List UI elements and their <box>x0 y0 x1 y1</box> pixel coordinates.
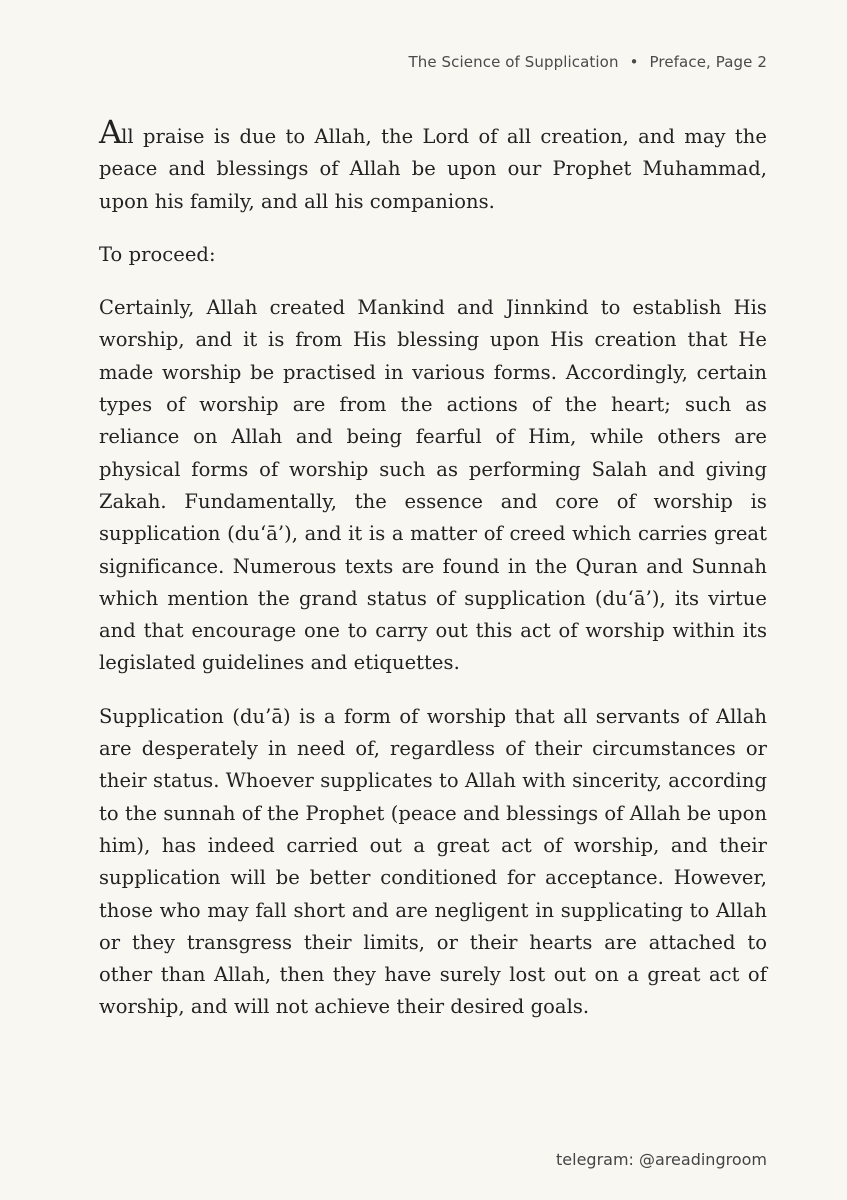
header-separator: • <box>629 53 639 71</box>
book-title: The Science of Supplication <box>408 53 619 71</box>
opening-text: ll praise is due to Allah, the Lord of all creation, and may the peace and blessings of Allah be upon our Prophet Muhammad, upon his family, and all his companions. <box>99 125 767 213</box>
paragraph-supplication: Supplication (du’ā) is a form of worship that all servants of Allah are desperately in need of, regardless of their circumstances or their status. Whoever supplicates to Allah with sincerity, according to the sunnah of the Prophet (peace and blessings of Allah be upon him), has indeed carried out a great act of worship, and their supplication will be better conditioned for acceptance. However, those who may fall short and are negligent in supplicating to Allah or they transgress their limits, or their hearts are attached to other than Allah, then they have surely lost out on a great act of worship, and will not achieve their desired goals. <box>99 704 767 1019</box>
running-header <box>408 53 767 71</box>
section-label: Preface, Page 2 <box>649 53 767 71</box>
paragraph-worship: Certainly, Allah created Mankind and Jinnkind to establish His worship, and it is from His blessing upon His creation that He made worship be practised in various forms. Accordingly, certain types of worship are from the actions of the heart; such as reliance on Allah and being fearful of Him, while others are physical forms of worship such as performing Salah and giving Zakah. Fundamentally, the essence and core of worship is supplication (du‘ā’), and it is a matter of creed which carries great significance. Numerous texts are found in the Quran and Sunnah which mention the grand status of supplication (du‘ā’), its virtue and that encourage one to carry out this act of worship within its legislated guidelines and etiquettes. <box>99 296 767 675</box>
body-text <box>99 113 767 1045</box>
footer-credit: telegram: @areadingroom <box>556 1150 767 1169</box>
paragraph-to-proceed: To proceed: <box>99 242 216 266</box>
drop-cap: A <box>99 113 122 151</box>
paragraph-opening <box>99 113 767 218</box>
